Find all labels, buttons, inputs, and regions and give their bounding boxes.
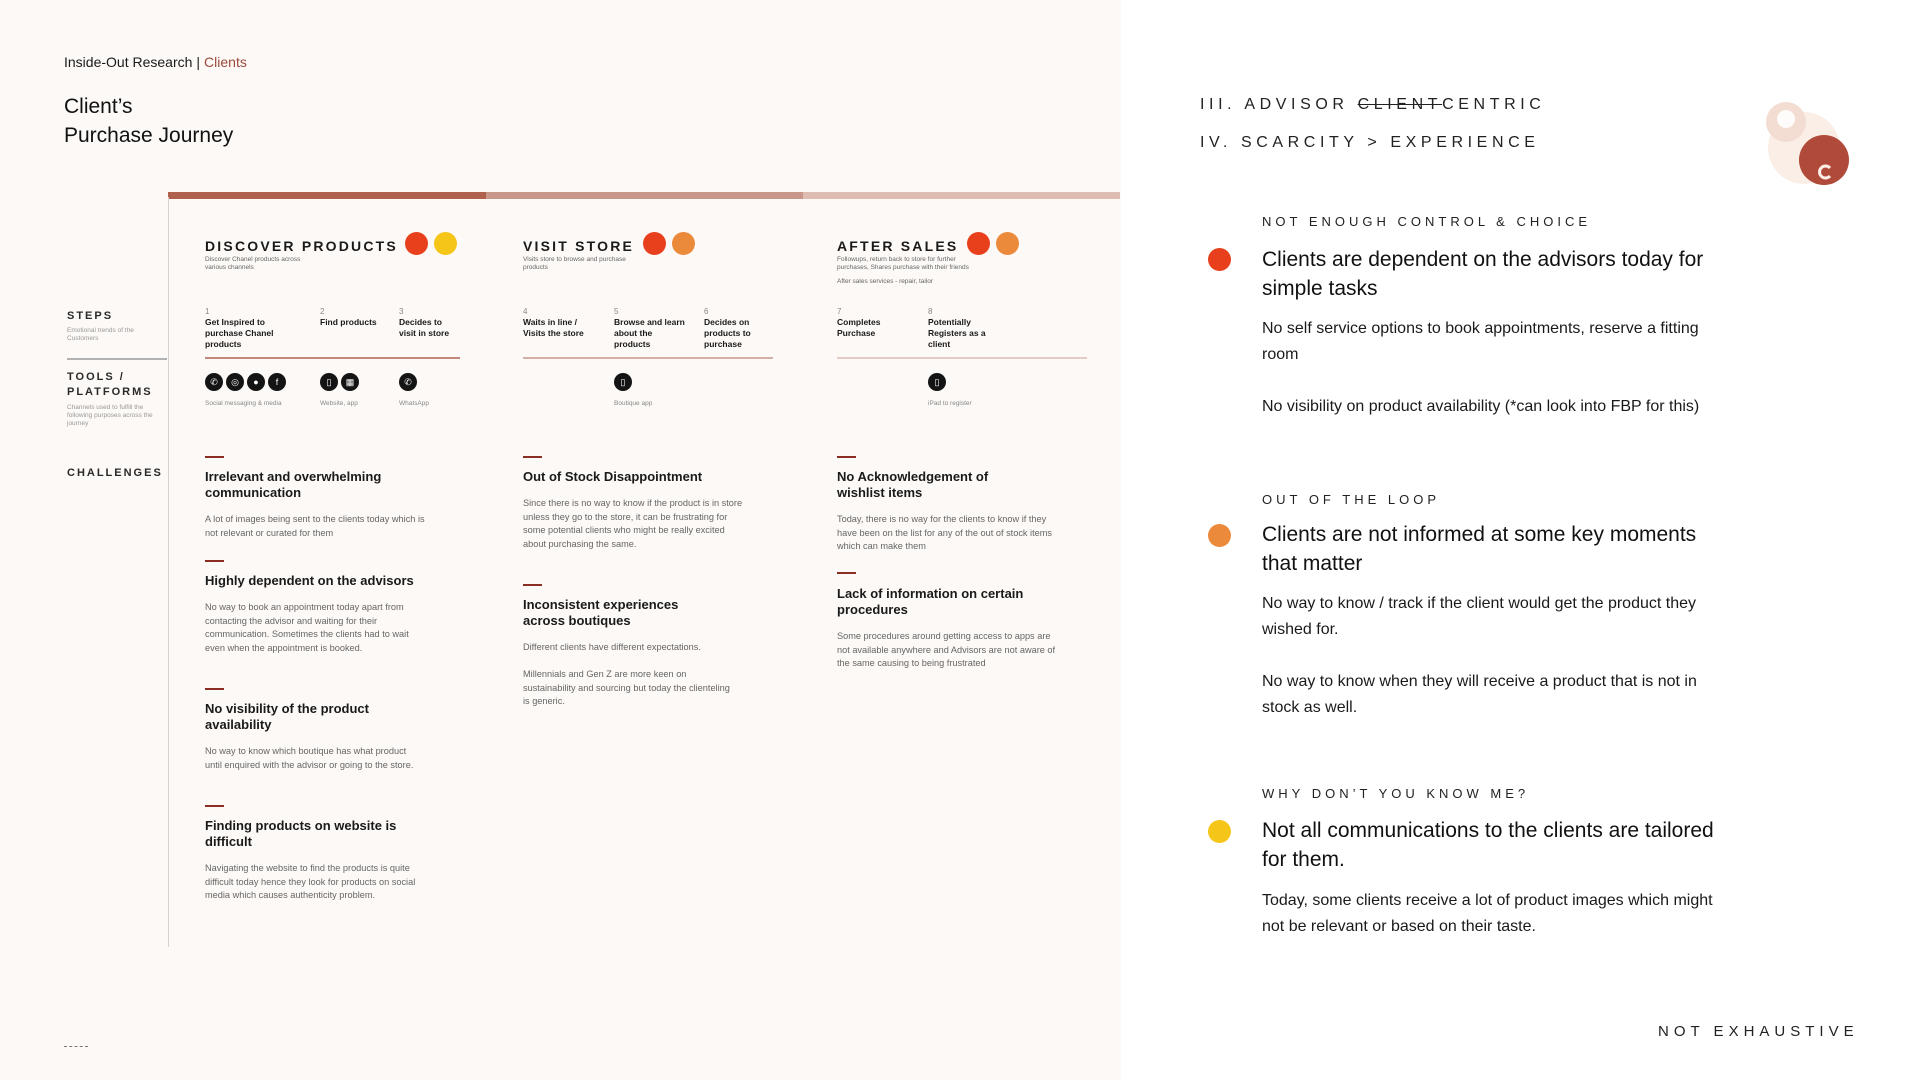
challenge-title: Inconsistent experiences across boutiques xyxy=(523,597,679,628)
step-underline-visit xyxy=(523,357,773,359)
severity-dot xyxy=(643,232,666,255)
step-number: 8 xyxy=(928,307,933,316)
step-8 xyxy=(928,306,998,350)
challenge-text: Navigating the website to find the products is quite difficult today hence they look for products on social media which causes authenticity problem. xyxy=(205,863,416,900)
challenge-title: Finding products on website is difficult xyxy=(205,818,397,849)
tools-web xyxy=(320,373,359,391)
challenge-text: No way to book an appointment today apart from contacting the advisor and waiting for their communication. Sometimes the clients had to wait even when the appointment is booked. xyxy=(205,602,409,653)
whatsapp-icon: ✆ xyxy=(205,373,223,391)
wechat-icon: ● xyxy=(247,373,265,391)
phase-subtitle-after-sales-2: After sales services - repair, tailor xyxy=(837,278,934,285)
principle-struck-word: CLIENT xyxy=(1357,96,1443,113)
challenge-text: No way to know which boutique has what product until enquired with the advisor or going to the store. xyxy=(205,746,414,770)
insight-body: Today, some clients receive a lot of product images which might not be relevant or based on their taste. xyxy=(1262,892,1713,935)
step-label: Get Inspired to purchase Chanel products xyxy=(205,317,274,349)
severity-dot xyxy=(996,232,1019,255)
phase-dots-visit xyxy=(643,232,695,255)
step-label: Waits in line / Visits the store xyxy=(523,317,584,338)
phase-bar-discover xyxy=(168,192,486,199)
challenge-text: Some procedures around getting access to apps are not available anywhere and Advisors are not aware of the same causing to being frustrated xyxy=(837,631,1056,668)
phase-subtitle-discover: Discover Chanel products across various channels xyxy=(205,256,301,271)
row-sub-steps: Emotional trends of the Customers xyxy=(67,327,134,342)
step-label: Potentially Registers as a client xyxy=(928,317,986,349)
facebook-icon: f xyxy=(268,373,286,391)
challenge-dash xyxy=(523,456,542,458)
phase-dots-discover xyxy=(405,232,457,255)
step-3 xyxy=(399,306,459,339)
phase-title-after-sales: AFTER SALES xyxy=(837,238,959,254)
principle-suffix: CENTRIC xyxy=(1442,96,1546,113)
severity-dot xyxy=(1208,248,1231,271)
tools-social xyxy=(205,373,286,391)
step-label: Decides to visit in store xyxy=(399,317,450,338)
principle-prefix: III. ADVISOR xyxy=(1200,96,1358,113)
breadcrumb-separator: | xyxy=(196,54,201,70)
tools-ipad xyxy=(928,373,946,391)
decorative-logo xyxy=(1756,98,1854,194)
phase-subtitle-visit: Visits store to browse and purchase products xyxy=(523,256,626,271)
step-number: 4 xyxy=(523,307,528,316)
tool-caption: Boutique app xyxy=(614,400,653,407)
challenge-title: No visibility of the product availability xyxy=(205,701,369,732)
page-title xyxy=(64,92,233,150)
challenge-dash xyxy=(523,584,542,586)
insight-label: WHY DON’T YOU KNOW ME? xyxy=(1262,786,1530,801)
insight-headline: Not all communications to the clients are tailored for them. xyxy=(1262,819,1714,871)
insight-headline: Clients are dependent on the advisors today for simple tasks xyxy=(1262,248,1704,300)
step-label: Find products xyxy=(320,317,377,327)
tool-caption: WhatsApp xyxy=(399,400,429,407)
insight-label: NOT ENOUGH CONTROL & CHOICE xyxy=(1262,214,1592,229)
challenge-dash xyxy=(205,456,224,458)
challenge-text: Millennials and Gen Z are more keen on sustainability and sourcing but today the clienteling is generic. xyxy=(523,669,730,706)
breadcrumb-sub: Clients xyxy=(204,54,247,70)
phase-dots-after-sales xyxy=(967,232,1019,255)
app-icon: ▦ xyxy=(341,373,359,391)
challenge-title: Out of Stock Disappointment xyxy=(523,469,703,484)
row-label-challenges: CHALLENGES xyxy=(67,467,163,479)
insight-body: No way to know / track if the client would get the product they wished for. xyxy=(1262,595,1696,638)
challenge-dash xyxy=(205,688,224,690)
tools-boutique xyxy=(614,373,632,391)
step-label: Completes Purchase xyxy=(837,317,881,338)
column-divider xyxy=(168,197,169,947)
challenge-text: Different clients have different expectations. xyxy=(523,642,701,652)
row-label-steps: STEPS xyxy=(67,310,114,322)
instagram-icon: ◎ xyxy=(226,373,244,391)
challenge-title: No Acknowledgement of wishlist items xyxy=(837,469,989,500)
step-number: 3 xyxy=(399,307,404,316)
step-underline-after-sales xyxy=(837,357,1087,359)
tool-caption: iPad to register xyxy=(928,400,972,407)
insight-body: No self service options to book appointments, reserve a fitting room xyxy=(1262,320,1699,363)
severity-dot xyxy=(672,232,695,255)
phase-title-visit: VISIT STORE xyxy=(523,238,635,254)
severity-dot xyxy=(1208,820,1231,843)
challenge-text: Today, there is no way for the clients to know if they have been on the list for any of the out of stock items which can make them xyxy=(837,514,1053,551)
page-number-mark xyxy=(64,1046,88,1047)
challenge-text: A lot of images being sent to the clients today which is not relevant or curated for them xyxy=(205,514,425,538)
step-number: 1 xyxy=(205,307,210,316)
step-number: 2 xyxy=(320,307,325,316)
challenge-title: Highly dependent on the advisors xyxy=(205,573,414,588)
step-1 xyxy=(205,306,285,350)
page-title-line1: Client’s xyxy=(64,95,133,118)
step-underline-discover xyxy=(205,357,460,359)
step-7 xyxy=(837,306,897,339)
tablet-icon: ▯ xyxy=(614,373,632,391)
insight-label: OUT OF THE LOOP xyxy=(1262,492,1440,507)
step-label: Browse and learn about the products xyxy=(614,317,685,349)
row-label-tools: TOOLS / PLATFORMS xyxy=(67,371,153,398)
tools-whatsapp xyxy=(399,373,417,391)
severity-dot xyxy=(1208,524,1231,547)
challenge-title: Lack of information on certain procedures xyxy=(837,586,1024,617)
severity-dot xyxy=(434,232,457,255)
phase-title-discover: DISCOVER PRODUCTS xyxy=(205,238,398,254)
page-title-line2: Purchase Journey xyxy=(64,124,234,147)
step-label: Decides on products to purchase xyxy=(704,317,751,349)
tablet-icon: ▯ xyxy=(928,373,946,391)
challenge-title: Irrelevant and overwhelming communication xyxy=(205,469,382,500)
insight-headline: Clients are not informed at some key moments that matter xyxy=(1262,523,1697,575)
tool-caption: Website, app xyxy=(320,400,358,407)
step-2 xyxy=(320,306,380,328)
step-number: 7 xyxy=(837,307,842,316)
row-sub-tools: Channels used to fulfill the following purposes across the journey xyxy=(67,404,153,427)
row-divider xyxy=(67,358,167,360)
challenge-text: Since there is no way to know if the product is in store unless they go to the store, it can be frustrating for some potential clients who might be really excited about purchasing the same. xyxy=(523,498,743,549)
challenge-dash xyxy=(837,456,856,458)
footer-note: NOT EXHAUSTIVE xyxy=(1658,1023,1859,1040)
step-4 xyxy=(523,306,593,339)
challenge-dash xyxy=(205,560,224,562)
step-number: 5 xyxy=(614,307,619,316)
severity-dot xyxy=(405,232,428,255)
step-number: 6 xyxy=(704,307,709,316)
whatsapp-icon: ✆ xyxy=(399,373,417,391)
step-5 xyxy=(614,306,686,350)
website-icon: ▯ xyxy=(320,373,338,391)
tool-caption: Social messaging & media xyxy=(205,400,282,407)
challenge-dash xyxy=(205,805,224,807)
severity-dot xyxy=(967,232,990,255)
phase-bar-visit xyxy=(486,192,803,199)
phase-subtitle-after-sales: Followups, return back to store for further purchases, Shares purchase with their friends xyxy=(837,256,969,271)
breadcrumb-main: Inside-Out Research xyxy=(64,54,193,70)
principle-scarcity-experience: IV. SCARCITY > EXPERIENCE xyxy=(1200,134,1540,151)
breadcrumb xyxy=(64,54,247,70)
phase-bar-after-sales xyxy=(803,192,1120,199)
step-6 xyxy=(704,306,764,350)
challenge-dash xyxy=(837,572,856,574)
principle-advisor-centric xyxy=(1200,96,1545,114)
insight-body: No visibility on product availability (*can look into FBP for this) xyxy=(1262,398,1700,415)
insight-body: No way to know when they will receive a product that is not in stock as well. xyxy=(1262,673,1697,716)
